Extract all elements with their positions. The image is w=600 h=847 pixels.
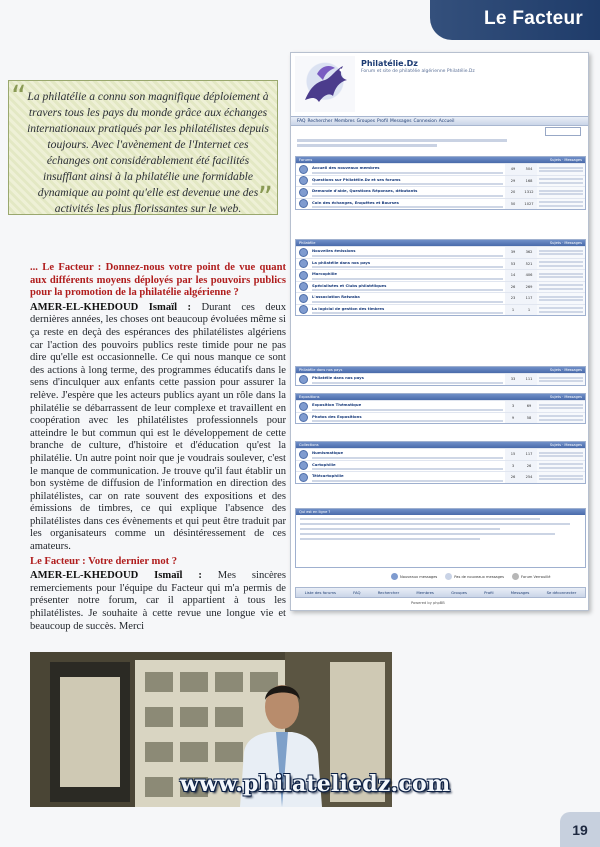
nav-messages[interactable]: Messages <box>389 118 412 124</box>
nav-profile[interactable]: Profil <box>377 118 388 124</box>
forum-category <box>295 156 586 210</box>
category-header: Collections Sujets · Messages <box>296 442 585 448</box>
legend-none: Pas de nouveaux messages <box>445 573 504 580</box>
speaker-name: AMER-EL-KHEDOUD Ismaïl : <box>30 570 202 582</box>
forum-row[interactable]: La logicial de gestion des timbres 1 1 <box>296 304 585 316</box>
question-1: ... Le Facteur : Donnez-nous votre point de vue quant aux différents moyens déployés par les pouvoirs publics pour la promotion de la philatélie algérienne ? <box>30 262 286 299</box>
forum-category <box>295 393 586 424</box>
forum-info-lines <box>297 137 583 151</box>
nav-faq[interactable]: FAQ <box>297 118 306 124</box>
forum-subtitle: Forum et site de philatélie algérienne Philatélie.Dz <box>361 69 475 74</box>
nav-search[interactable]: Rechercher <box>307 118 333 124</box>
folder-icon <box>299 305 308 314</box>
new-posts-icon <box>391 573 398 580</box>
category-header: Philatélie dans nos pays Sujets · Messages <box>296 367 585 373</box>
category-header: Forums Sujets · Messages <box>296 157 585 163</box>
folder-icon <box>299 165 308 174</box>
folder-icon <box>299 188 308 197</box>
forum-category <box>295 239 586 316</box>
forum-copyright: Powered by phpBB <box>411 601 445 605</box>
forum-row[interactable]: Marcophilie 14 406 <box>296 269 585 281</box>
footer-link[interactable]: Groupes <box>451 590 467 595</box>
forum-row[interactable]: Télécartophilie 26 254 <box>296 471 585 483</box>
forum-header <box>291 53 588 116</box>
answer-1-text: Durant ces deux dernières années, les choses ont beaucoup évoluées même si ça reste en deçà des espérances des philatélistes algériens car l'action des pouvoirs publics reste timide pour ne pas dire qu'elle est occasionnelle. Ce qui nous manque ce sont des actions à long terme, des programmes éducatifs dans le sens d'inculquer aux enfants cette passion pour assurer la relève. J'espère que les acteurs publics ayant un rôle dans la philatélie se débarrassent de leur complexe et travaillent en coopération avec les philatélistes professionnels pour atteindre le but commun qui est le développement de cette branche de culture, d'histoire et d'éducation qu'est la philatélie. Un autre point noir que je voudrais soulever, c'est le manque de communication. Je trouve qu'il faut établir un bon système de diffusion de l'information en direction des philatélistes, car on rate souvent des expositions et des émissions de timbres, ce qui explique l'absence des philatélistes dans ces évènements et qui peut être traduit par les organisateurs comme un désintéressement de ces amateurs. <box>30 301 286 553</box>
folder-icon <box>299 282 308 291</box>
forum-nav-bar <box>291 116 588 126</box>
forum-screenshot <box>290 52 589 611</box>
who-is-online-box <box>295 508 586 568</box>
forum-row[interactable]: L'association Ratwaba 23 117 <box>296 292 585 304</box>
forum-row[interactable]: Accueil des nouveaux membres 49 504 <box>296 163 585 175</box>
forum-row[interactable]: Questions sur Philatélie.Dz et ses forums 29 168 <box>296 175 585 187</box>
folder-icon <box>299 199 308 208</box>
legend-locked: Forum Verrouillé <box>512 573 550 580</box>
footer-link[interactable]: FAQ <box>353 590 361 595</box>
footer-link[interactable]: Profil <box>484 590 494 595</box>
forum-row[interactable]: Nouvelles émissions 39 362 <box>296 246 585 258</box>
open-quote-icon: “ <box>11 80 27 115</box>
forum-row[interactable]: Exposition Thématique 3 69 <box>296 400 585 412</box>
forum-row[interactable]: La philatélie dans nos pays 53 521 <box>296 258 585 270</box>
close-quote-icon: ” <box>257 181 273 216</box>
forum-row[interactable]: Cartophilie 3 26 <box>296 460 585 472</box>
folder-icon <box>299 248 308 257</box>
locked-icon <box>512 573 519 580</box>
folder-icon <box>299 473 308 482</box>
footer-link[interactable]: Rechercher <box>377 590 400 595</box>
forum-footer-nav <box>295 587 586 598</box>
answer-2-text: Mes sincères remerciements pour l'équipe du Facteur qui m'a permis de présenter notre forum, car il appartient à tous les philatélistes. Je souhaite à cette revue une longue vie et beaucoup de succès. Merci <box>30 570 287 632</box>
footer-link[interactable]: Se déconnecter <box>546 590 577 595</box>
footer-link[interactable]: Messages <box>510 590 530 595</box>
nav-groups[interactable]: Groupes <box>356 118 376 124</box>
folder-icon <box>299 413 308 422</box>
nav-members[interactable]: Membres <box>334 118 355 124</box>
legend-new: Nouveaux messages <box>391 573 437 580</box>
intro-quote-box <box>8 80 278 215</box>
forum-row[interactable]: Coin des échanges, Enquêtes et Bourses 50 1027 <box>296 198 585 210</box>
nav-home[interactable]: Accueil <box>438 118 455 124</box>
question-2: Le Facteur : Votre dernier mot ? <box>30 555 178 567</box>
folder-icon <box>299 271 308 280</box>
page-number: 19 <box>560 812 600 847</box>
folder-icon <box>299 259 308 268</box>
category-header: Philatélie Sujets · Messages <box>296 240 585 246</box>
footer-link[interactable]: Membres <box>416 590 434 595</box>
forum-row[interactable]: Demande d'aide, Questions Réponses, débutants 20 1312 <box>296 186 585 198</box>
forum-logo <box>295 56 355 112</box>
nav-login[interactable]: Connexion <box>413 118 437 124</box>
griffin-logo-icon <box>295 56 355 112</box>
forum-category <box>295 441 586 484</box>
folder-icon <box>299 176 308 185</box>
folder-icon <box>299 402 308 411</box>
forum-row[interactable]: Numismatique 15 117 <box>296 448 585 460</box>
speaker-name: AMER-EL-KHEDOUD Ismaïl : <box>30 301 192 313</box>
folder-icon <box>299 375 308 384</box>
folder-icon <box>299 294 308 303</box>
online-header: Qui est en ligne ? <box>296 509 585 515</box>
interview-article <box>30 262 286 635</box>
folder-icon <box>299 450 308 459</box>
no-new-posts-icon <box>445 573 452 580</box>
forum-row[interactable]: Philatélie dans nos pays 33 111 <box>296 373 585 385</box>
section-title: Le Facteur <box>484 8 584 29</box>
category-header: Expositions Sujets · Messages <box>296 394 585 400</box>
footer-link[interactable]: Liste des forums <box>304 590 336 595</box>
forum-search-input[interactable] <box>545 127 581 136</box>
forum-site-name: Philatélie.Dz <box>361 59 418 68</box>
forum-category <box>295 366 586 386</box>
website-url[interactable]: www.philateliedz.com <box>180 771 451 797</box>
folder-icon <box>299 461 308 470</box>
forum-row[interactable]: Photos des Expositions 9 58 <box>296 412 585 424</box>
intro-quote-text: La philatélie a connu son magnifique déploiement à travers tous les pays du monde grâce aux échanges internationaux pratiqués par les philatélistes depuis toujours. Avec l'avènement de l'Internet ces échanges ont considérablement été facilités insufflant ainsi à la philatélie une formidable dynamique au point qu'elle est devenue une des activités les plus florissantes sur le web. <box>27 90 269 215</box>
forum-row[interactable]: Spécialisées et Clubs philatéliques 26 269 <box>296 281 585 293</box>
answer-2 <box>30 570 286 633</box>
answer-1 <box>30 302 286 554</box>
forum-legend <box>391 573 550 580</box>
